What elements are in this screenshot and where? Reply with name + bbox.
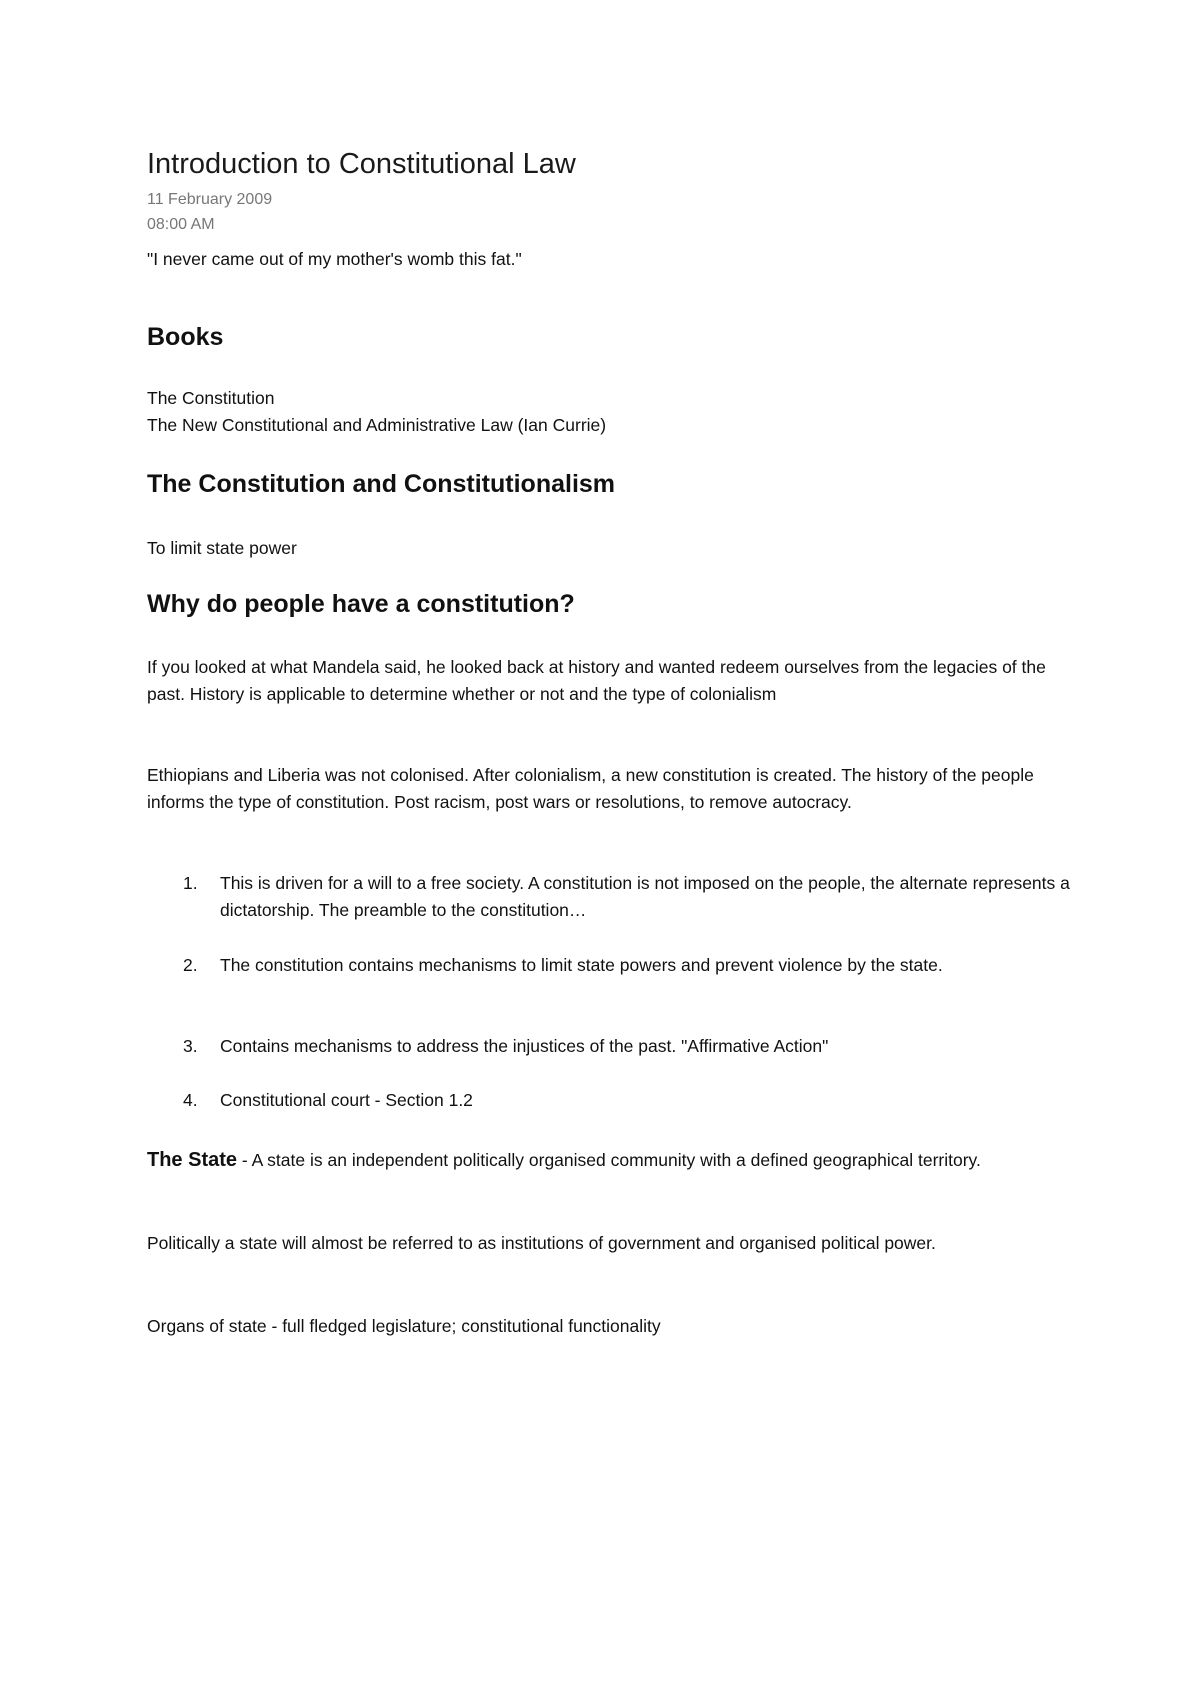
book-item: The Constitution — [147, 388, 275, 408]
books-heading: Books — [147, 323, 224, 351]
list-number: 4. — [183, 1090, 198, 1110]
quote-text: "I never came out of my mother's womb this fat." — [147, 249, 522, 269]
list-item-text: This is driven for a will to a free society. A constitution is not imposed on the people, the alternate represents a dictatorship. The preamble to the constitution… — [220, 873, 1070, 920]
page-title: Introduction to Constitutional Law — [147, 148, 576, 180]
why-heading: Why do people have a constitution? — [147, 590, 575, 618]
why-paragraph-1: If you looked at what Mandela said, he looked back at history and wanted redeem ourselves from the legacies of the past. History is applicable to determine whether or not and the type of colonialism — [147, 657, 1046, 704]
list-number: 3. — [183, 1036, 198, 1056]
book-item: The New Constitutional and Administrative Law (Ian Currie) — [147, 415, 607, 435]
constitutionalism-text: To limit state power — [147, 538, 297, 558]
list-item-text: Contains mechanisms to address the injustices of the past. "Affirmative Action" — [220, 1036, 829, 1056]
note-time: 08:00 AM — [147, 216, 215, 233]
state-paragraph: Politically a state will almost be referred to as institutions of government and organised political power. — [147, 1233, 936, 1253]
state-label: The State — [147, 1149, 238, 1171]
list-number: 2. — [183, 955, 198, 975]
constitutionalism-heading: The Constitution and Constitutionalism — [147, 470, 616, 498]
why-paragraph-2: Ethiopians and Liberia was not colonised. After colonialism, a new constitution is created. The history of the people informs the type of constitution. Post racism, post wars or resolutions, to remove autocracy. — [147, 765, 1034, 812]
list-item-text: Constitutional court - Section 1.2 — [220, 1090, 473, 1110]
state-definition — [147, 1146, 1067, 1175]
organs-of-state-text: Organs of state - full fledged legislature; constitutional functionality — [147, 1316, 661, 1336]
list-number: 1. — [183, 873, 198, 893]
list-item-text: The constitution contains mechanisms to limit state powers and prevent violence by the state. — [220, 955, 943, 975]
note-date: 11 February 2009 — [147, 191, 273, 208]
state-definition-text: - A state is an independent politically organised community with a defined geographical territory. — [237, 1150, 981, 1170]
